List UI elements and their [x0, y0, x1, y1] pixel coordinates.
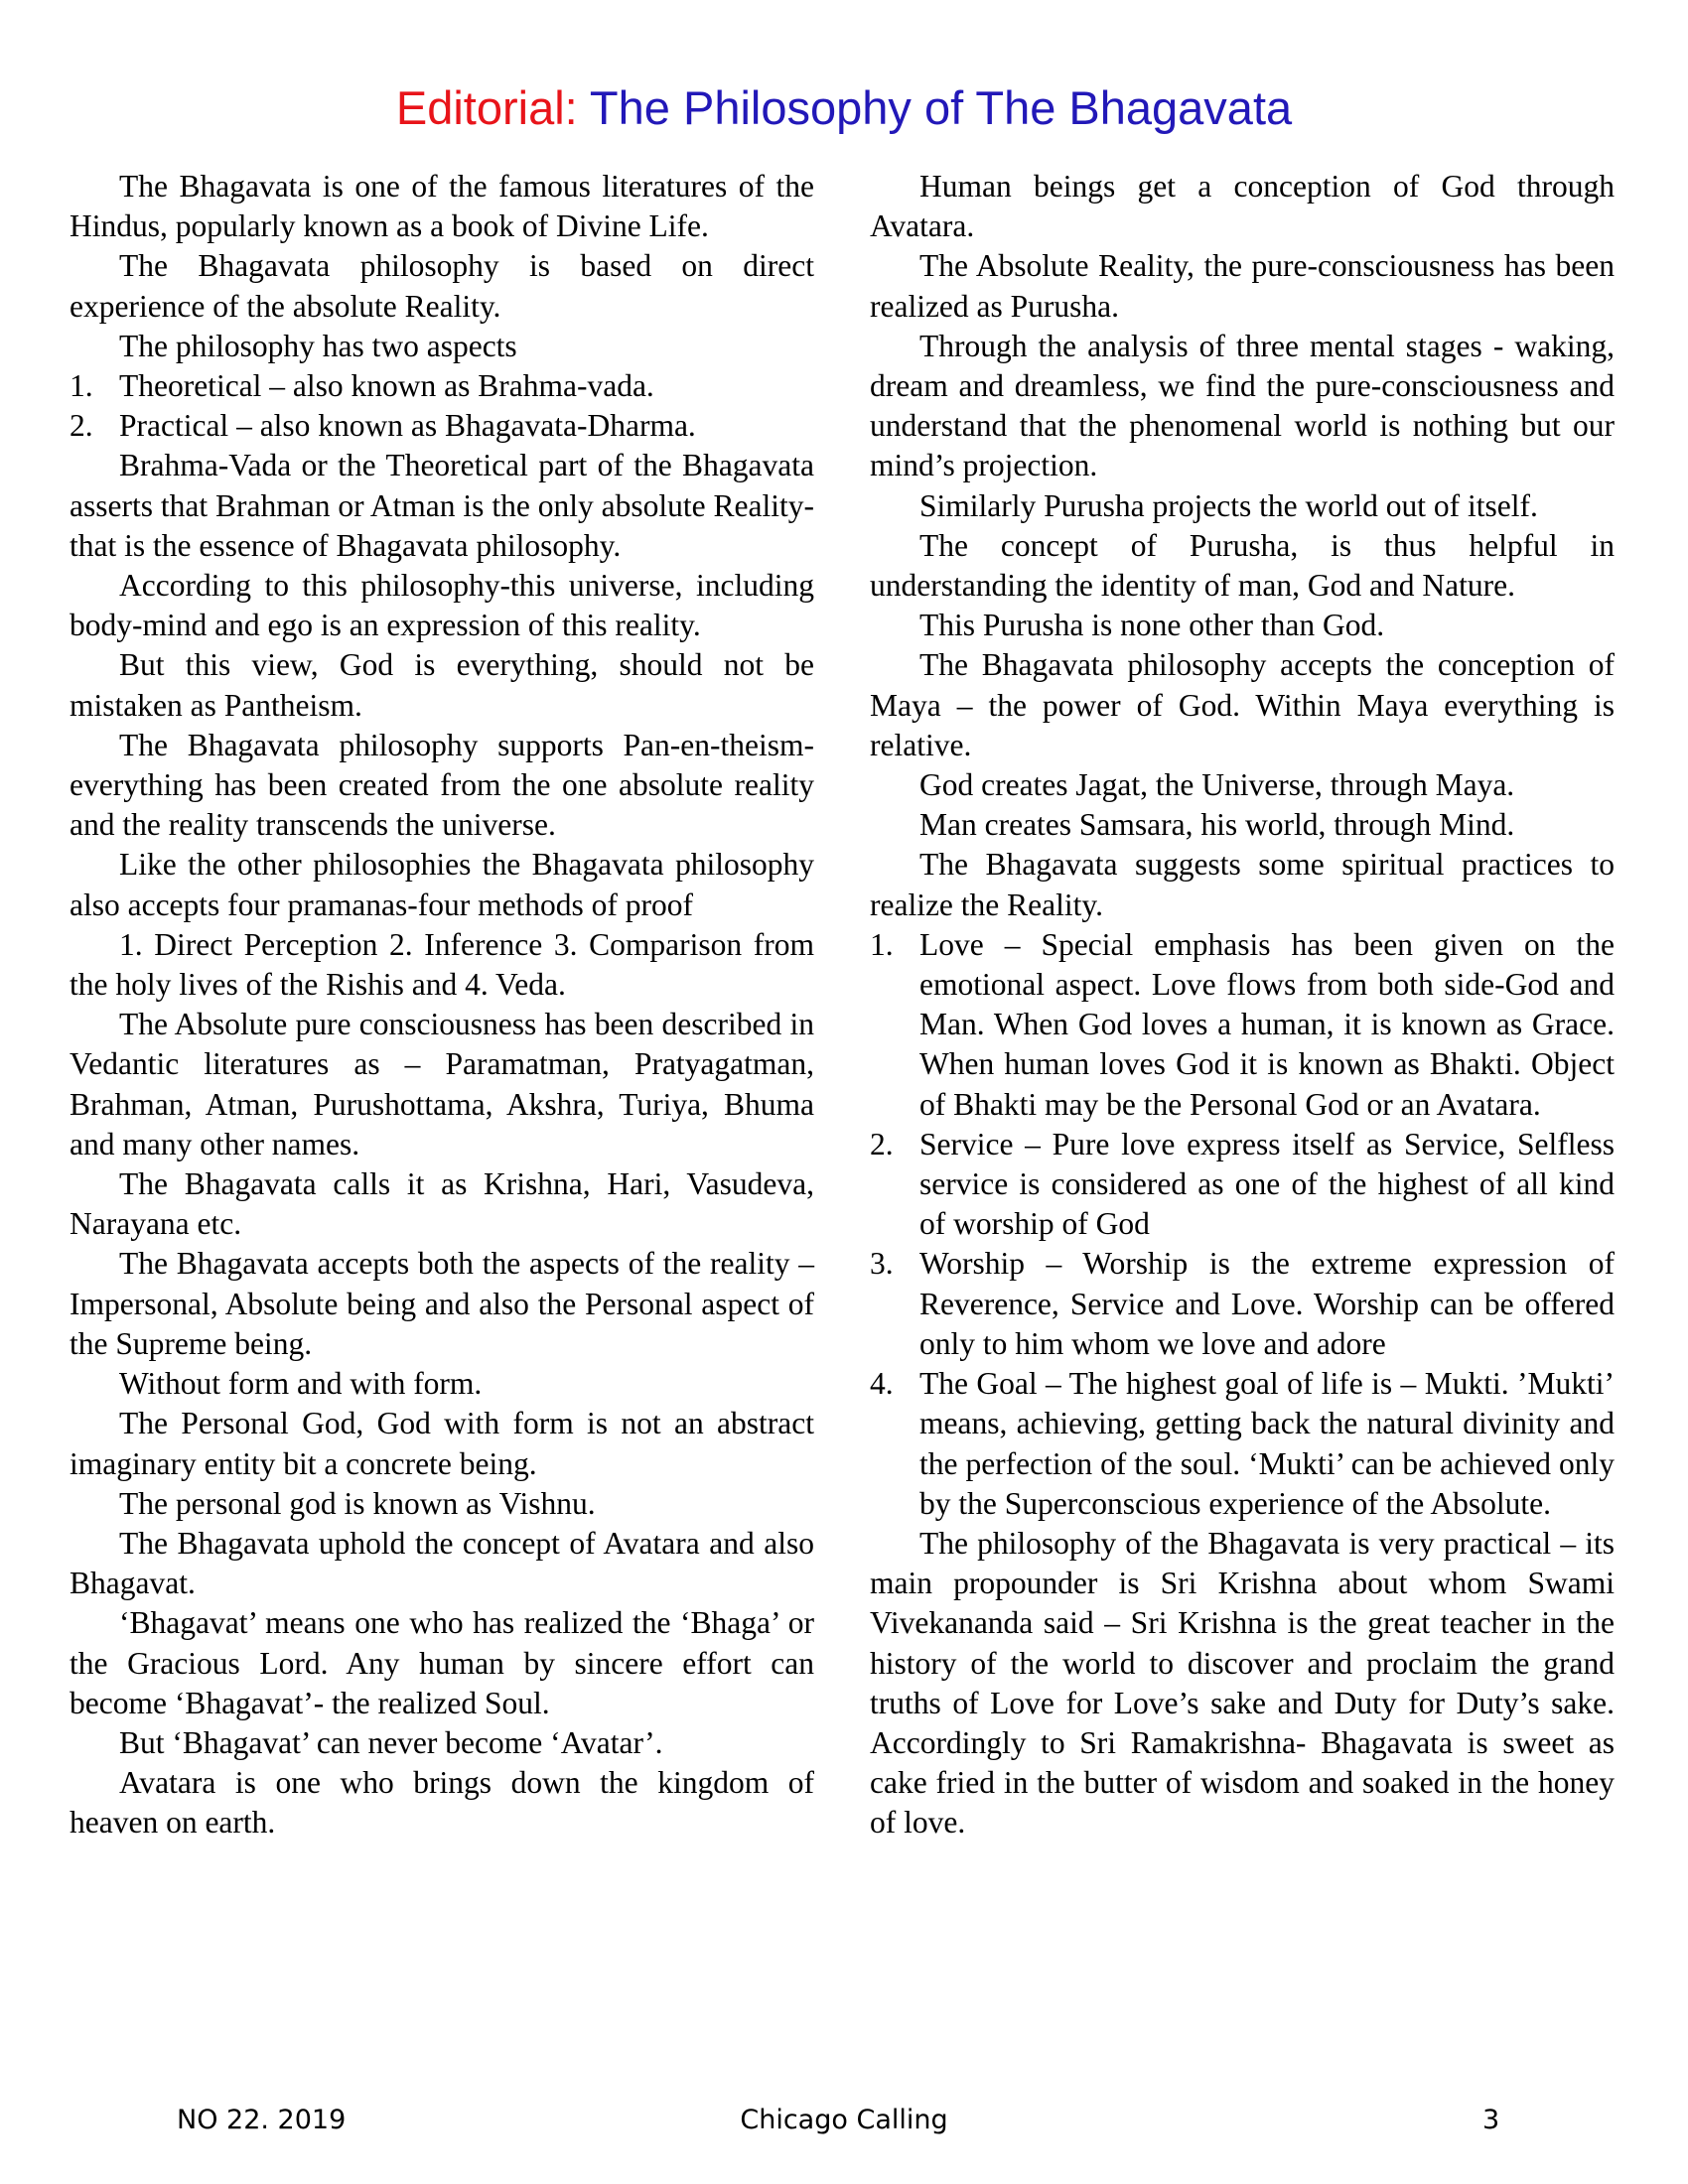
footer-publication: Chicago Calling — [740, 2105, 948, 2135]
list-text: Service – Pure love express itself as Service, Selfless service is considered as one of the highest of all kind of worship of God — [919, 1126, 1615, 1242]
title-main: The Philosophy of The Bhagavata — [589, 81, 1293, 134]
paragraph: The Personal God, God with form is not an abstract imaginary entity bit a concrete being. — [70, 1406, 814, 1481]
list-text: Practical – also known as Bhagavata-Dharma. — [119, 408, 696, 444]
paragraph: Brahma-Vada or the Theoretical part of the Bhagavata asserts that Brahman or Atman is the only absolute Reality-that is the essence of Bhagavata philosophy. — [70, 448, 814, 563]
paragraph: The Bhagavata uphold the concept of Avatara and also Bhagavat. — [70, 1525, 814, 1601]
list-text: Worship – Worship is the extreme expression of Reverence, Service and Love. Worship can be offered only to him whom we love and adore — [919, 1246, 1615, 1361]
list-number: 2. — [870, 1126, 894, 1161]
paragraph: The Bhagavata is one of the famous literatures of the Hindus, popularly known as a book of Divine Life. — [70, 169, 814, 244]
paragraph: Human beings get a conception of God through Avatara. — [870, 169, 1615, 244]
list-text: Love – Special emphasis has been given on the emotional aspect. Love flows from both side-God and Man. When God loves a human, it is known as Grace. When human loves God it is known as Bhakti. Object of Bhakti may be the Personal God or an Avatara. — [919, 926, 1615, 1122]
list-number: 2. — [70, 408, 93, 444]
paragraph: The Bhagavata philosophy accepts the conception of Maya – the power of God. Within Maya everything is relative. — [870, 647, 1615, 762]
page-number: 3 — [1482, 2105, 1500, 2135]
list-number: 4. — [870, 1366, 894, 1402]
paragraph: The Absolute pure consciousness has been described in Vedantic literatures as – Paramatman, Pratyagatman, Brahman, Atman, Purushottama, Akshra, Turiya, Bhuma and many other names. — [70, 1007, 814, 1161]
paragraph: Similarly Purusha projects the world out of itself. — [919, 487, 1538, 523]
page-footer — [0, 2103, 1688, 2142]
paragraph: The philosophy has two aspects — [119, 328, 517, 363]
paragraph: According to this philosophy-this universe, including body-mind and ego is an expression of this reality. — [70, 568, 814, 643]
paragraph: The personal god is known as Vishnu. — [119, 1485, 596, 1521]
paragraph: 1. Direct Perception 2. Inference 3. Comparison from the holy lives of the Rishis and 4. Veda. — [70, 926, 814, 1003]
list-item — [870, 1364, 1615, 1524]
paragraph: Avatara is one who brings down the kingdom of heaven on earth. — [70, 1765, 814, 1841]
list-text: Theoretical – also known as Brahma-vada. — [119, 368, 654, 404]
paragraph: Like the other philosophies the Bhagavata philosophy also accepts four pramanas-four methods of proof — [70, 847, 814, 922]
paragraph: God creates Jagat, the Universe, through Maya. — [919, 767, 1515, 803]
paragraph: The Bhagavata philosophy is based on direct experience of the absolute Reality. — [70, 248, 814, 324]
list-item — [70, 366, 814, 406]
paragraph: Man creates Samsara, his world, through Mind. — [919, 807, 1515, 843]
paragraph: The Bhagavata suggests some spiritual practices to realize the Reality. — [870, 847, 1615, 922]
paragraph: The Bhagavata philosophy supports Pan-en-theism-everything has been created from the one absolute reality and the reality transcends the universe. — [70, 727, 814, 843]
paragraph: The philosophy of the Bhagavata is very practical – its main propounder is Sri Krishna about whom Swami Vivekananda said – Sri Krishna is the great teacher in the history of the world to discover and proclaim the grand truths of Love for Love’s sake and Duty for Duty’s sake. Accordingly to Sri Ramakrishna- Bhagavata is sweet as cake fried in the butter of wisdom and soaked in the honey of love. — [870, 1525, 1615, 1841]
paragraph: But this view, God is everything, should not be mistaken as Pantheism. — [70, 647, 814, 723]
paragraph: The Bhagavata calls it as Krishna, Hari, Vasudeva, Narayana etc. — [70, 1166, 814, 1242]
left-column — [70, 167, 814, 1843]
list-number: 3. — [870, 1246, 894, 1282]
paragraph: The concept of Purusha, is thus helpful in understanding the identity of man, God and Nature. — [870, 527, 1615, 604]
paragraph: ‘Bhagavat’ means one who has realized the ‘Bhaga’ or the Gracious Lord. Any human by sincere effort can become ‘Bhagavat’- the realized Soul. — [70, 1605, 814, 1720]
paragraph: But ‘Bhagavat’ can never become ‘Avatar’. — [119, 1724, 663, 1760]
paragraph: Through the analysis of three mental stages - waking, dream and dreamless, we find the pure-consciousness and understand that the phenomenal world is nothing but our mind’s projection. — [870, 328, 1615, 483]
footer-issue: NO 22. 2019 — [177, 2105, 347, 2135]
paragraph: Without form and with form. — [119, 1366, 483, 1402]
list-text: The Goal – The highest goal of life is – Mukti. ’Mukti’ means, achieving, getting back the natural divinity and the perfection of the soul. ‘Mukti’ can be achieved only by the Superconscious experience of the Absolute. — [919, 1366, 1615, 1521]
list-item — [70, 406, 814, 446]
paragraph: The Absolute Reality, the pure-consciousness has been realized as Purusha. — [870, 248, 1615, 324]
list-number: 1. — [70, 368, 93, 404]
right-column — [870, 167, 1615, 1843]
list-number: 1. — [870, 926, 894, 962]
paragraph: This Purusha is none other than God. — [919, 608, 1385, 643]
list-item — [870, 1244, 1615, 1364]
title-prefix: Editorial: — [395, 81, 578, 134]
list-item — [870, 1125, 1615, 1245]
paragraph: The Bhagavata accepts both the aspects of the reality – Impersonal, Absolute being and also the Personal aspect of the Supreme being. — [70, 1246, 814, 1361]
page-title — [0, 77, 1688, 139]
list-item — [870, 925, 1615, 1125]
